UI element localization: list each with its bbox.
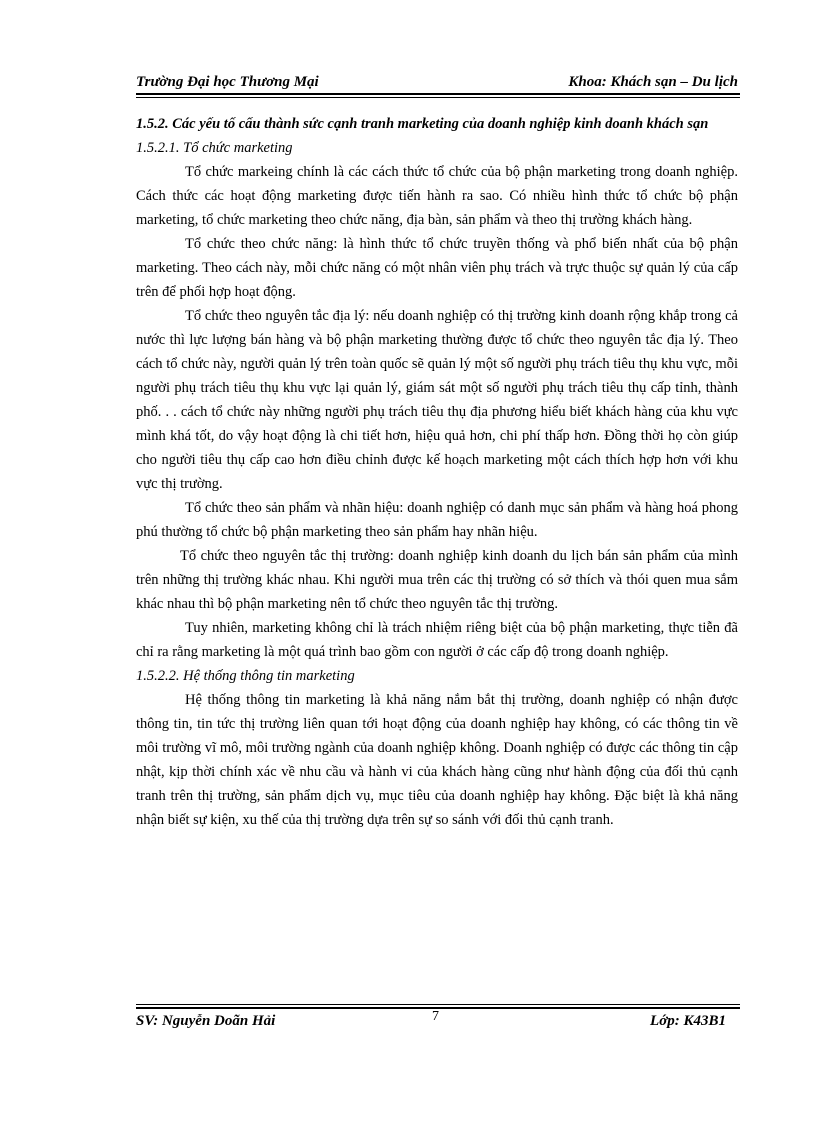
header-faculty: Khoa: Khách sạn – Du lịch bbox=[568, 74, 738, 90]
page-header bbox=[136, 70, 740, 94]
paragraph: Tổ chức theo sản phẩm và nhãn hiệu: doanh nghiệp có danh mục sản phẩm và hàng hoá phong phú thường tổ chức bộ phận marketing theo sản phẩm hay nhãn hiệu. bbox=[136, 500, 738, 540]
paragraph: Tổ chức theo chức năng: là hình thức tổ chức truyền thống và phổ biến nhất của bộ phận marketing. Theo cách này, mỗi chức năng có một nhân viên phụ trách và trực thuộc sự quản lý của cấp trên để phối hợp hoạt động. bbox=[136, 236, 738, 300]
paragraph: Tổ chức theo nguyên tắc địa lý: nếu doanh nghiệp có thị trường kinh doanh rộng khắp trong cả nước thì lực lượng bán hàng và bộ phận marketing thường được tổ chức theo nguyên tắc địa lý. Theo cách tổ chức này, người quản lý trên toàn quốc sẽ quản lý một số người phụ trách tiêu thụ khu vực, mỗi người phụ trách tiêu thụ khu vực lại quản lý, giám sát một số người phụ trách tiêu thụ cấp tỉnh, thành phố. . . cách tổ chức này những người phụ trách tiêu thụ địa phương hiểu biết khách hàng của khu vực mình khá tốt, do vậy hoạt động là chi tiết hơn, hiệu quả hơn, chi phí thấp hơn. Đồng thời họ còn giúp cho người tiêu thụ cấp cao hơn điều chỉnh được kế hoạch marketing một cách thích hợp hơn với khu vực thị trường. bbox=[136, 308, 738, 492]
footer-class: Lớp: K43B1 bbox=[650, 1013, 726, 1029]
page-footer bbox=[136, 1011, 740, 1035]
header-university: Trường Đại học Thương Mại bbox=[136, 74, 319, 90]
paragraph: Hệ thống thông tin marketing là khả năng nắm bắt thị trường, doanh nghiệp có nhận được thông tin, tin tức thị trường liên quan tới hoạt động của doanh nghiệp hay không, có các thông tin về môi trường vĩ mô, môi trường ngành của doanh nghiệp không. Doanh nghiệp có được các thông tin cập nhật, kịp thời chính xác về nhu cầu và hành vi của khách hàng cũng như hành động của đối thủ cạnh tranh trên thị trường, sản phẩm dịch vụ, mục tiêu của doanh nghiệp hay không. Đặc biệt là khả năng nhận biết sự kiện, xu thế của thị trường dựa trên sự so sánh với đối thủ cạnh tranh. bbox=[136, 692, 738, 828]
section-heading: 1.5.2. Các yếu tố cấu thành sức cạnh tranh marketing của doanh nghiệp kinh doanh khách sạn bbox=[136, 116, 709, 132]
footer-rule-thin bbox=[136, 1004, 740, 1005]
paragraph: Tổ chức theo nguyên tắc thị trường: doanh nghiệp kinh doanh du lịch bán sản phẩm của mình trên những thị trường khác nhau. Khi người mua trên các thị trường có sở thích và thói quen mua sắm khác nhau thì bộ phận marketing nên tổ chức theo nguyên tắc thị trường. bbox=[136, 548, 738, 612]
paragraph: Tuy nhiên, marketing không chỉ là trách nhiệm riêng biệt của bộ phận marketing, thực tiễn đã chỉ ra rằng marketing là một quá trình bao gồm con người ở các cấp độ trong doanh nghiệp. bbox=[136, 620, 738, 660]
paragraph: Tổ chức markeing chính là các cách thức tổ chức của bộ phận marketing trong doanh nghiệp. Cách thức các hoạt động marketing được tiến hành ra sao. Có nhiều hình thức tổ chức bộ phận marketing, tổ chức marketing theo chức năng, địa bàn, sản phẩm và theo thị trường khách hàng. bbox=[136, 164, 738, 228]
footer-student-name: SV: Nguyễn Doãn Hải bbox=[136, 1013, 276, 1029]
header-rule-thin bbox=[136, 97, 740, 98]
subsection-heading-information-system: 1.5.2.2. Hệ thống thông tin marketing bbox=[136, 668, 355, 684]
page-number: 7 bbox=[432, 1009, 439, 1024]
page-body bbox=[136, 112, 738, 832]
header-rule bbox=[136, 93, 740, 95]
subsection-heading-marketing-organization: 1.5.2.1. Tổ chức marketing bbox=[136, 140, 293, 156]
